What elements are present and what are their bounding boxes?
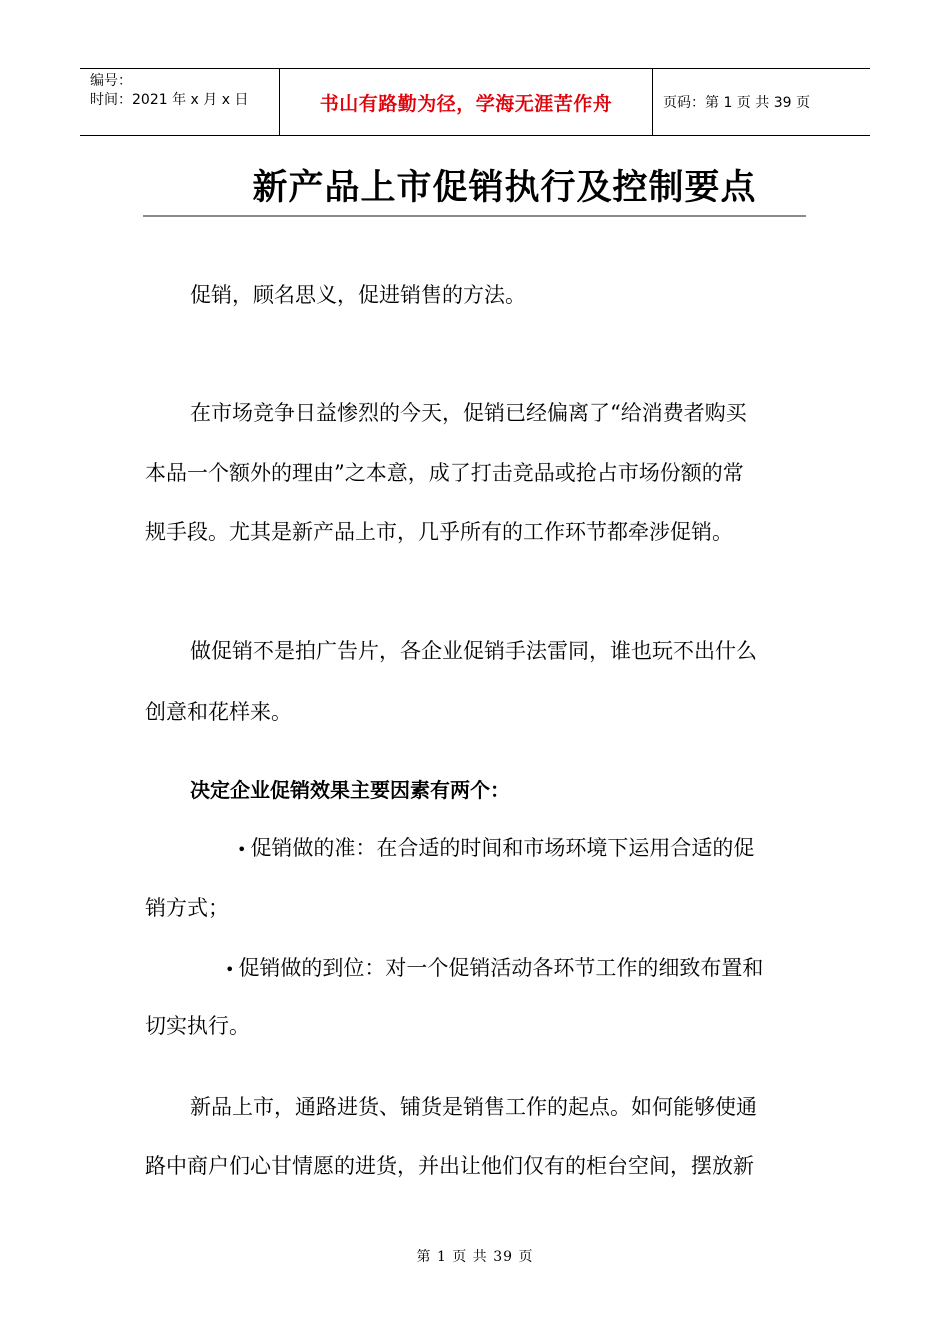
time-label: 时间：2021 年 x 月 x 日 — [90, 92, 249, 108]
paragraph-2-line-3: 规手段。尤其是新产品上市，几乎所有的工作环节都牵涉促销。 — [145, 520, 733, 544]
paragraph-3-line-1: 做促销不是拍广告片，各企业促销手法雷同，谁也玩不出什么 — [190, 639, 757, 663]
paragraph-3-line-2: 创意和花样来。 — [145, 700, 292, 724]
number-label: 编号： — [90, 73, 132, 89]
bullet-item-1 — [237, 834, 754, 864]
paragraph-2-line-1: 在市场竞争日益惨烈的今天，促销已经偏离了“给消费者购买 — [190, 401, 747, 425]
paragraph-4-line-1: 新品上市，通路进货、铺货是销售工作的起点。如何能够使通 — [190, 1095, 757, 1119]
title-divider — [143, 215, 806, 217]
paragraph-1: 促销，顾名思义，促进销售的方法。 — [190, 283, 526, 307]
bullet-icon: • — [237, 840, 247, 859]
page-title: 新产品上市促销执行及控制要点 — [252, 168, 757, 208]
paragraph-2-line-2: 本品一个额外的理由”之本意，成了打击竞品或抢占市场份额的常 — [145, 461, 744, 485]
header-motto: 书山有路勤为径，学海无涯苦作舟 — [280, 69, 653, 135]
bullet-item-2-cont: 切实执行。 — [145, 1014, 250, 1038]
bullet-2-text: 促销做的到位：对一个促销活动各环节工作的细致布置和 — [238, 956, 764, 980]
header-meta — [80, 69, 280, 135]
document-header — [80, 68, 870, 136]
header-page-info: 页码：第 1 页 共 39 页 — [663, 95, 810, 111]
bullet-icon: • — [225, 960, 235, 979]
bullet-1-text: 促销做的准：在合适的时间和市场环境下运用合适的促 — [250, 836, 755, 860]
bullet-item-2 — [225, 954, 763, 984]
bullet-item-1-cont: 销方式； — [145, 896, 229, 920]
section-heading: 决定企业促销效果主要因素有两个： — [190, 778, 510, 802]
paragraph-4-line-2: 路中商户们心甘情愿的进货，并出让他们仅有的柜台空间，摆放新 — [145, 1154, 754, 1178]
page-footer: 第 1 页 共 39 页 — [416, 1249, 534, 1265]
